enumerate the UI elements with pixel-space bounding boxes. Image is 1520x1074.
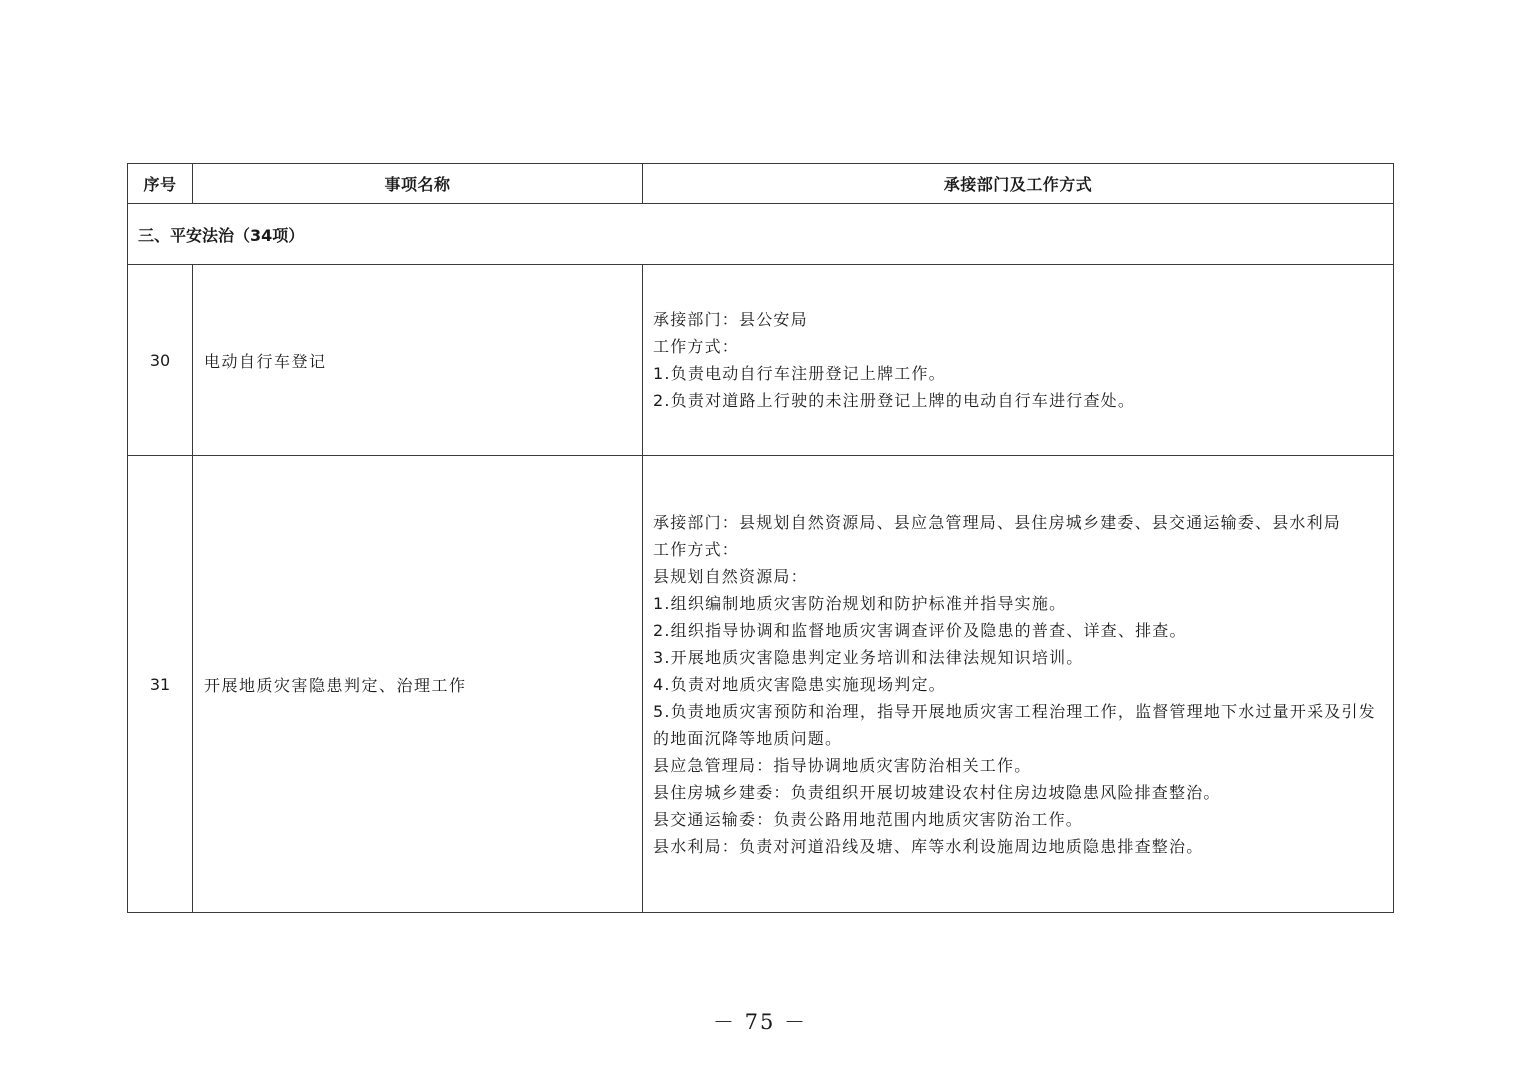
dept-line: 1.组织编制地质灾害防治规划和防护标准并指导实施。 [653,593,1067,613]
dept-line: 县水利局：负责对河道沿线及塘、库等水利设施周边地质隐患排查整治。 [653,836,1204,856]
dept-line: 县规划自然资源局： [653,566,808,586]
dept-line: 县应急管理局：指导协调地质灾害防治相关工作。 [653,755,1032,775]
dept-line: 3.开展地质灾害隐患判定业务培训和法律法规知识培训。 [653,647,1084,667]
dept-line: 4.负责对地质灾害隐患实施现场判定。 [653,674,946,694]
dept-line: 5.负责地质灾害预防和治理，指导开展地质灾害工程治理工作，监督管理地下水过量开采及引发的地面沉降等地质问题。 [653,701,1376,748]
row-serial-number: 30 [128,265,193,456]
row-matter-name: 开展地质灾害隐患判定、治理工作 [193,456,643,913]
row-department-method [643,456,1394,913]
dept-line: 承接部门：县公安局 [653,310,808,329]
dept-line: 县交通运输委：负责公路用地范围内地质灾害防治工作。 [653,809,1084,829]
table-row [128,456,1394,913]
header-matter-name: 事项名称 [193,164,643,204]
dept-line: 2.组织指导协调和监督地质灾害调查评价及隐患的普查、详查、排查。 [653,620,1187,640]
dept-line: 承接部门：县规划自然资源局、县应急管理局、县住房城乡建委、县交通运输委、县水利局 [653,512,1342,532]
dept-line: 县住房城乡建委：负责组织开展切坡建设农村住房边坡隐患风险排查整治。 [653,782,1221,802]
header-serial-number: 序号 [128,164,193,204]
section-title: 三、平安法治（34项） [128,204,1394,265]
table-row [128,265,1394,456]
row-serial-number: 31 [128,456,193,913]
dept-line: 工作方式： [653,539,740,559]
dept-line: 2.负责对道路上行驶的未注册登记上牌的电动自行车进行查处。 [653,391,1136,410]
header-department-method: 承接部门及工作方式 [643,164,1394,204]
dept-line: 1.负责电动自行车注册登记上牌工作。 [653,364,946,383]
row-department-method [643,265,1394,456]
matters-table [127,163,1394,913]
page-number: － 75 － [712,1010,808,1034]
row-matter-name: 电动自行车登记 [193,265,643,456]
section-row [128,204,1394,265]
dept-line: 工作方式： [653,337,740,356]
table-header-row [128,164,1394,204]
